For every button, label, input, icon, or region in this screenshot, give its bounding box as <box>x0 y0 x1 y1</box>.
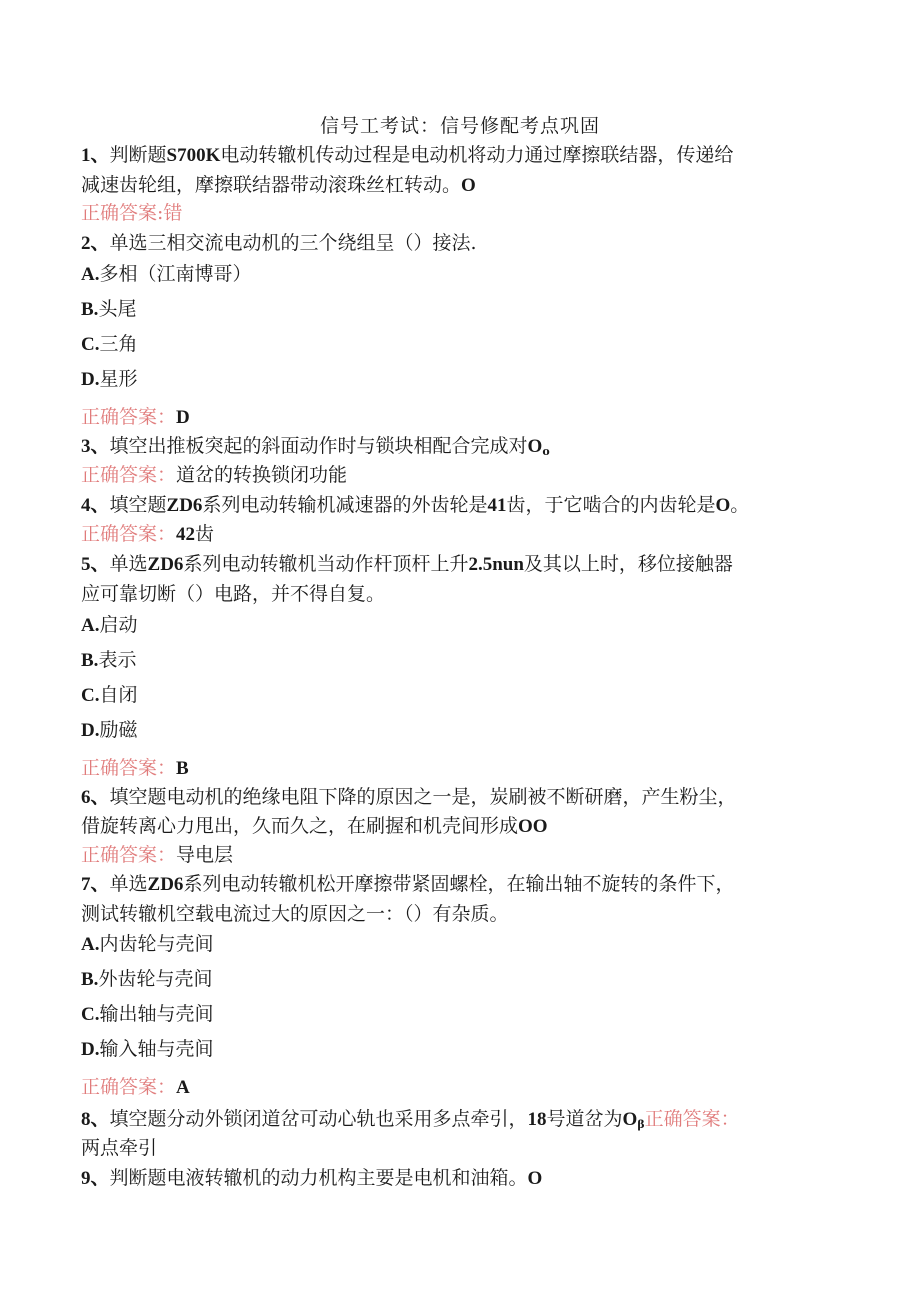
question-6-line-2: 借旋转离心力甩出，久而久之，在刷握和机壳间形成OO <box>81 815 548 837</box>
question-5-option-c: C.自闭 <box>81 684 138 706</box>
answer-6: 正确答案：导电层 <box>81 844 234 866</box>
question-7-option-d: D.输入轴与壳间 <box>81 1038 214 1060</box>
question-5-line-1: 5、单选ZD6系列电动转辙机当动作杆顶杆上升2.5nun及其以上时，移位接触器 <box>81 553 733 575</box>
answer-2: 正确答案：D <box>81 406 190 428</box>
question-9: 9、判断题电液转辙机的动力机构主要是电机和油箱。O <box>81 1167 543 1189</box>
question-5-option-d: D.励磁 <box>81 719 138 741</box>
question-2-option-c: C.三角 <box>81 333 138 355</box>
question-7-line-2: 测试转辙机空载电流过大的原因之一：（）有杂质。 <box>81 903 509 925</box>
question-2-option-d: D.星形 <box>81 368 138 390</box>
question-1-line-1: 1、判断题S700K电动转辙机传动过程是电动机将动力通过摩擦联结器，传递给 <box>81 144 734 166</box>
question-3: 3、填空出推板突起的斜面动作时与锁块相配合完成对$O_o$ <box>81 435 550 458</box>
answer-label: 正确答案: <box>81 202 164 224</box>
question-2-option-b: B.头尾 <box>81 298 137 320</box>
question-2: 2、单选三相交流电动机的三个绕组呈（）接法. <box>81 232 477 254</box>
question-7-line-1: 7、单选ZD6系列电动转辙机松开摩擦带紧固螺栓，在输出轴不旋转的条件下， <box>81 873 735 895</box>
answer-5: 正确答案：B <box>81 757 189 779</box>
question-2-option-a: A.多相（江南博哥） <box>81 263 252 285</box>
question-5-option-a: A.启动 <box>81 614 138 636</box>
question-5-option-b: B.表示 <box>81 649 137 671</box>
question-number: 1、 <box>81 145 110 166</box>
answer-7: 正确答案：A <box>81 1076 190 1098</box>
answer-8: 两点牵引 <box>81 1137 158 1159</box>
question-7-option-a: A.内齿轮与壳间 <box>81 933 214 955</box>
question-1-line-2: 减速齿轮组，摩擦联结器带动滚珠丝杠转动。O <box>81 174 476 196</box>
answer-3: 正确答案：道岔的转换锁闭功能 <box>81 464 348 486</box>
answer-4: 正确答案：42齿 <box>81 523 215 545</box>
question-5-line-2: 应可靠切断（）电路，并不得自复。 <box>81 583 386 605</box>
document-title: 信号工考试：信号修配考点巩固 <box>319 115 600 137</box>
question-8-line-1: 8、填空题分动外锁闭道岔可动心轨也采用多点牵引，18号道岔为$O_\beta$正确答案： <box>81 1108 740 1131</box>
question-4: 4、填空题ZD6系列电动转输机减速器的外齿轮是41齿，于它啮合的内齿轮是O。 <box>81 494 750 516</box>
question-7-option-b: B.外齿轮与壳间 <box>81 968 213 990</box>
answer-1 <box>81 198 860 228</box>
question-6-line-1: 6、填空题电动机的绝缘电阻下降的原因之一是，炭刷被不断研磨，产生粉尘， <box>81 786 737 808</box>
answer-value: 错 <box>163 202 183 224</box>
question-7-option-c: C.输出轴与壳间 <box>81 1003 214 1025</box>
